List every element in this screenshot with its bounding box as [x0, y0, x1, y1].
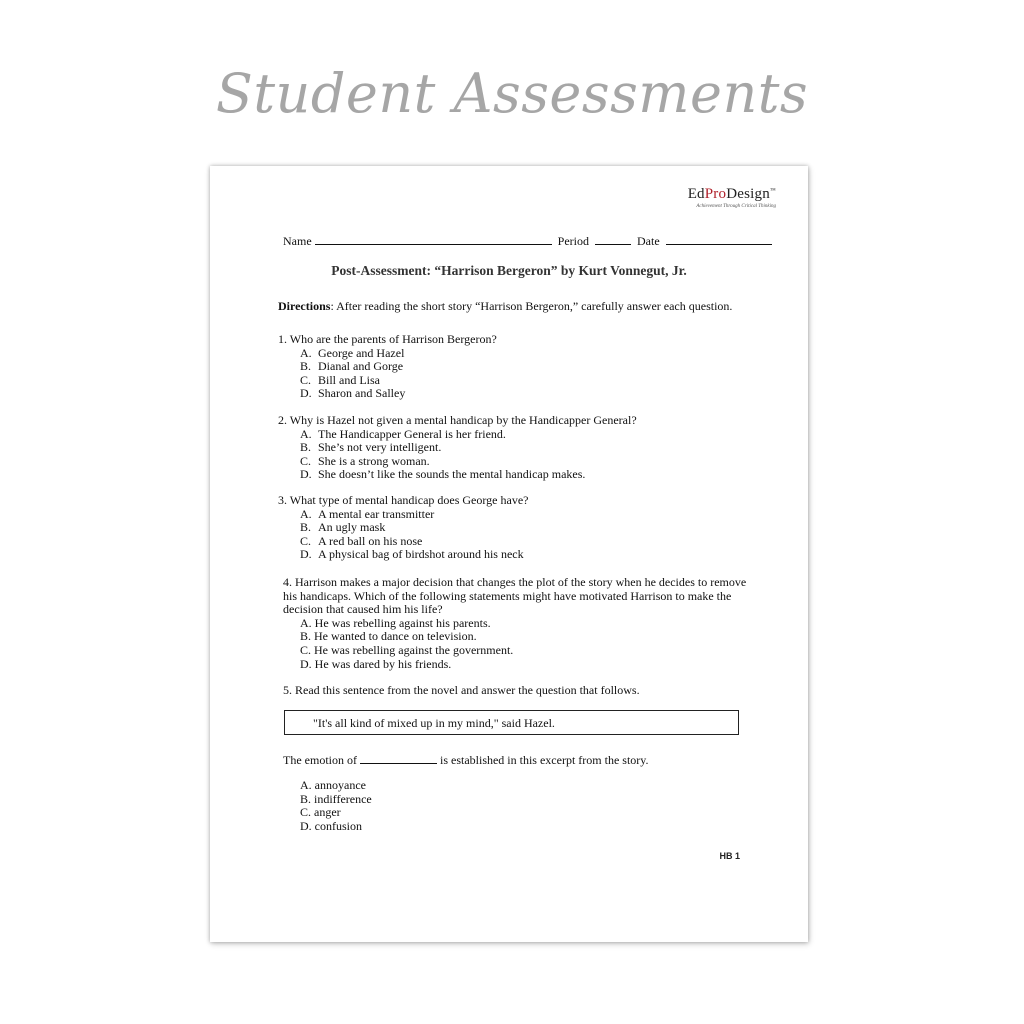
answer-option[interactable]: D. Sharon and Salley	[300, 386, 406, 401]
answer-option[interactable]: C. A red ball on his nose	[300, 533, 423, 548]
date-label: Date	[637, 234, 660, 248]
assessment-sheet	[210, 166, 808, 942]
answer-option[interactable]: A. annoyance	[300, 778, 366, 792]
question-3: 3. What type of mental handicap does George have? A. A mental ear transmitter B. An ugly mask C. A red ball on his nose D. A physical bag of birdshot around his neck	[278, 493, 529, 562]
name-blank[interactable]	[315, 233, 552, 245]
page-banner-title: Student Assessments	[215, 62, 809, 125]
question-2: 2. Why is Hazel not given a mental handicap by the Handicapper General? A. The Handicapper General is her friend. B. She’s not very intelligent. C. She is a strong woman. D. She doesn’t like the sounds the mental handicap makes.	[278, 413, 637, 482]
excerpt-quote-box: "It's all kind of mixed up in my mind," said Hazel.	[284, 710, 739, 735]
question-1: 1. Who are the parents of Harrison Bergeron? A. George and Hazel B. Dianal and Gorge C. Bill and Lisa D. Sharon and Salley	[278, 332, 497, 401]
answer-option[interactable]: B. He wanted to dance on television.	[300, 629, 477, 644]
answer-option[interactable]: D. A physical bag of birdshot around his neck	[300, 547, 524, 562]
page-code: HB 1	[719, 851, 740, 861]
answer-option[interactable]: B. Dianal and Gorge	[300, 359, 404, 374]
directions: Directions: After reading the short story “Harrison Bergeron,” carefully answer each question.	[278, 299, 733, 313]
answer-option[interactable]: A. The Handicapper General is her friend.	[300, 426, 506, 441]
question-5-stem: 5. Read this sentence from the novel and answer the question that follows.	[283, 683, 640, 697]
answer-option[interactable]: C. Bill and Lisa	[300, 372, 380, 387]
assessment-title: Post-Assessment: “Harrison Bergeron” by Kurt Vonnegut, Jr.	[331, 263, 687, 278]
edprodesign-logo: EdProDesign™ Achievement Through Critical Thinking	[687, 186, 776, 209]
answer-option[interactable]: C. anger	[300, 805, 341, 820]
student-info-row	[283, 233, 772, 249]
answer-option[interactable]: D. confusion	[300, 818, 362, 833]
question-4: 4. Harrison makes a major decision that changes the plot of the story when he decides to remove his handicaps. Which of the following statements might have motivated Harrison to make the decision that caused him his life? A. He was rebelling against his parents. B. He wanted to dance on television. C. He was rebelling against the government. D. He was dared by his friends.	[283, 576, 753, 671]
answer-option[interactable]: A. He was rebelling against his parents.	[300, 615, 491, 630]
answer-option[interactable]: B. indifference	[300, 791, 372, 806]
answer-option[interactable]: A. George and Hazel	[300, 345, 405, 360]
date-blank[interactable]	[666, 233, 772, 245]
question-5-options	[283, 779, 372, 833]
answer-option[interactable]: B. She’s not very intelligent.	[300, 440, 442, 455]
answer-option[interactable]: D. She doesn’t like the sounds the mental handicap makes.	[300, 467, 586, 482]
period-blank[interactable]	[595, 233, 631, 245]
question-5-prompt: The emotion of is established in this excerpt from the story.	[283, 753, 649, 767]
emotion-blank[interactable]	[360, 752, 437, 764]
period-label: Period	[557, 234, 589, 248]
answer-option[interactable]: A. A mental ear transmitter	[300, 506, 435, 521]
answer-option[interactable]: D. He was dared by his friends.	[300, 656, 452, 671]
answer-option[interactable]: C. He was rebelling against the government.	[300, 642, 514, 657]
answer-option[interactable]: B. An ugly mask	[300, 520, 386, 535]
answer-option[interactable]: C. She is a strong woman.	[300, 453, 430, 468]
name-label: Name	[283, 234, 312, 248]
